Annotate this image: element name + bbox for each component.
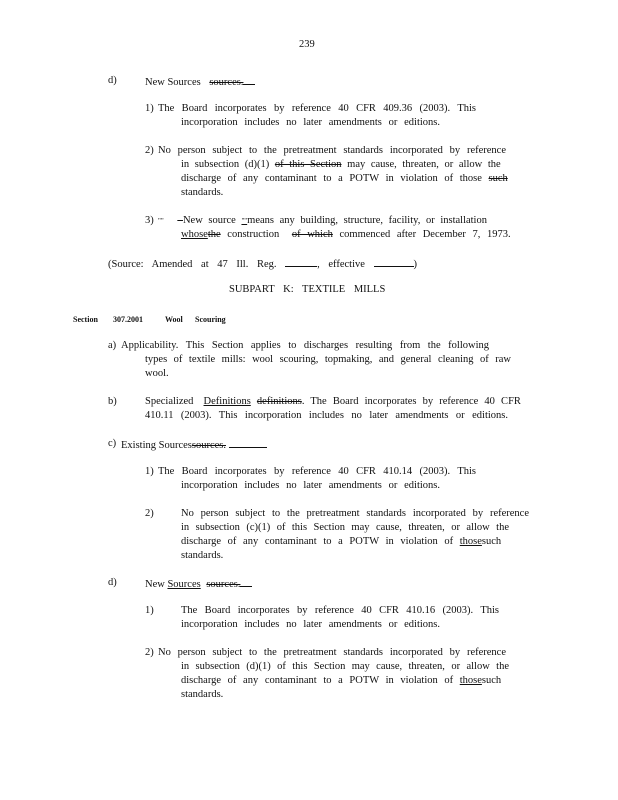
d1-title-line bbox=[243, 74, 255, 85]
d1-title-struck: sources. bbox=[209, 77, 244, 88]
c-item1-line2: incorporation includes no later amendments or editions. bbox=[181, 480, 440, 491]
c-item2-line3-a: discharge of any contaminant to a POTW in violation of bbox=[181, 536, 454, 547]
c-item2-line3 bbox=[181, 535, 501, 549]
b-label: b) bbox=[108, 396, 117, 407]
b-line1-struck: definitions bbox=[256, 396, 302, 407]
d1-item3-line2 bbox=[181, 228, 511, 242]
c-item1-num: 1) bbox=[145, 466, 154, 477]
d2-title-u: Sources bbox=[167, 579, 201, 590]
d2-title-a: New bbox=[145, 579, 165, 590]
d1-item3-quote-mid: "" bbox=[241, 217, 248, 225]
d2-item1-num: 1) bbox=[145, 605, 154, 616]
c-title-line bbox=[229, 437, 267, 448]
c-item2-line1: No person subject to the pretreatment standards incorporated by reference bbox=[181, 508, 529, 519]
d1-item3-line2-struck2: of which bbox=[291, 229, 333, 240]
d1-item3-quote-open: "" bbox=[158, 217, 164, 225]
c-item1-line1: The Board incorporates by reference 40 CFR 410.14 (2003). This bbox=[158, 466, 476, 477]
d1-item3-num: 3) bbox=[145, 215, 154, 226]
d1-item2-line1: No person subject to the pretreatment standards incorporated by reference bbox=[158, 145, 506, 156]
d2-item1-line2: incorporation includes no later amendments or editions. bbox=[181, 619, 440, 630]
b-line1-b: . The Board incorporates by reference 40 CFR bbox=[301, 396, 521, 407]
section-title-1: Wool bbox=[165, 315, 183, 324]
section-word: Section bbox=[73, 315, 98, 324]
section-number: 307.2001 bbox=[113, 315, 143, 324]
d1-item2-line3 bbox=[181, 172, 508, 186]
d2-item2-line4: standards. bbox=[181, 689, 224, 700]
source-open: (Source: Amended at 47 Ill. Reg. bbox=[108, 259, 277, 270]
d1-item2-line3-a: discharge of any contaminant to a POTW in violation of those bbox=[181, 173, 482, 184]
d1-item2-line2-b: may cause, threaten, or allow the bbox=[347, 159, 501, 170]
d1-title bbox=[145, 74, 255, 90]
d2-item2-line1: No person subject to the pretreatment standards incorporated by reference bbox=[158, 647, 506, 658]
c-item2-line4: standards. bbox=[181, 550, 224, 561]
c-item2-line3-u: those bbox=[459, 536, 482, 547]
d2-title bbox=[145, 576, 252, 592]
source-effective: , effective bbox=[317, 259, 365, 270]
d1-item3-line1-a: New source bbox=[182, 215, 236, 226]
d2-title-line bbox=[240, 576, 252, 587]
a-line1: Applicability. This Section applies to discharges resulting from the following bbox=[121, 340, 489, 351]
d1-item3-line2-struck1: the bbox=[207, 229, 221, 240]
d1-item1-num: 1) bbox=[145, 103, 154, 114]
source-reg-blank bbox=[285, 256, 317, 267]
d1-item2-line4: standards. bbox=[181, 187, 224, 198]
d1-item3-line1 bbox=[158, 214, 487, 228]
d2-title-struck: sources. bbox=[206, 579, 241, 590]
d1-item3-line2-u: whose bbox=[181, 229, 208, 240]
d2-item2-line2: in subsection (d)(1) of this Section may cause, threaten, or allow the bbox=[181, 661, 509, 672]
source-date-blank bbox=[374, 256, 414, 267]
b-line2: 410.11 (2003). This incorporation includes no later amendments or editions. bbox=[145, 410, 508, 421]
d1-item2-num: 2) bbox=[145, 145, 154, 156]
d1-item3-line1-b: means any building, structure, facility, or installation bbox=[247, 215, 487, 226]
d1-item3-line2-a: construction bbox=[227, 229, 280, 240]
d2-label: d) bbox=[108, 577, 117, 588]
a-line2: types of textile mills: wool scouring, topmaking, and general cleaning of raw bbox=[145, 354, 511, 365]
subpart-heading: SUBPART K: TEXTILE MILLS bbox=[229, 284, 386, 295]
d2-item2-line3 bbox=[181, 674, 501, 688]
d1-item2-line2 bbox=[181, 158, 501, 172]
b-line1 bbox=[145, 395, 521, 409]
c-item2-num: 2) bbox=[145, 508, 154, 519]
d2-item2-line3-u: those bbox=[459, 675, 482, 686]
source-note bbox=[108, 256, 417, 272]
a-line3: wool. bbox=[145, 368, 169, 379]
d1-title-text: New Sources bbox=[145, 77, 201, 88]
a-label: a) bbox=[108, 340, 117, 351]
d1-item3-line2-b: commenced after December 7, 1973. bbox=[339, 229, 511, 240]
section-title-2: Scouring bbox=[195, 315, 226, 324]
b-line1-a: Specialized bbox=[145, 396, 194, 407]
d1-item1-line1: The Board incorporates by reference 40 CFR 409.36 (2003). This bbox=[158, 103, 476, 114]
d1-item2-line3-struck: such bbox=[488, 173, 508, 184]
d1-label: d) bbox=[108, 75, 117, 86]
b-line1-u: Definitions bbox=[203, 396, 251, 407]
c-item2-line2: in subsection (c)(1) of this Section may cause, threaten, or allow the bbox=[181, 522, 509, 533]
d2-item2-line3-b: such bbox=[481, 675, 502, 686]
page-number: 239 bbox=[299, 39, 315, 50]
source-close: ) bbox=[413, 259, 418, 270]
d1-item2-line2-a: in subsection (d)(1) bbox=[181, 159, 270, 170]
c-title-a: Existing Sources bbox=[121, 440, 192, 451]
c-item2-line3-b: such bbox=[481, 536, 502, 547]
d1-item1-line2: incorporation includes no later amendments or editions. bbox=[181, 117, 440, 128]
c-title-struck: sources. bbox=[191, 440, 226, 451]
d2-item2-line3-a: discharge of any contaminant to a POTW in violation of bbox=[181, 675, 454, 686]
d2-item2-num: 2) bbox=[145, 647, 154, 658]
c-label: c) bbox=[108, 438, 117, 449]
d2-item1-line1: The Board incorporates by reference 40 CFR 410.16 (2003). This bbox=[181, 605, 499, 616]
d1-item2-line2-struck: of this Section bbox=[274, 159, 342, 170]
c-title bbox=[121, 437, 267, 453]
